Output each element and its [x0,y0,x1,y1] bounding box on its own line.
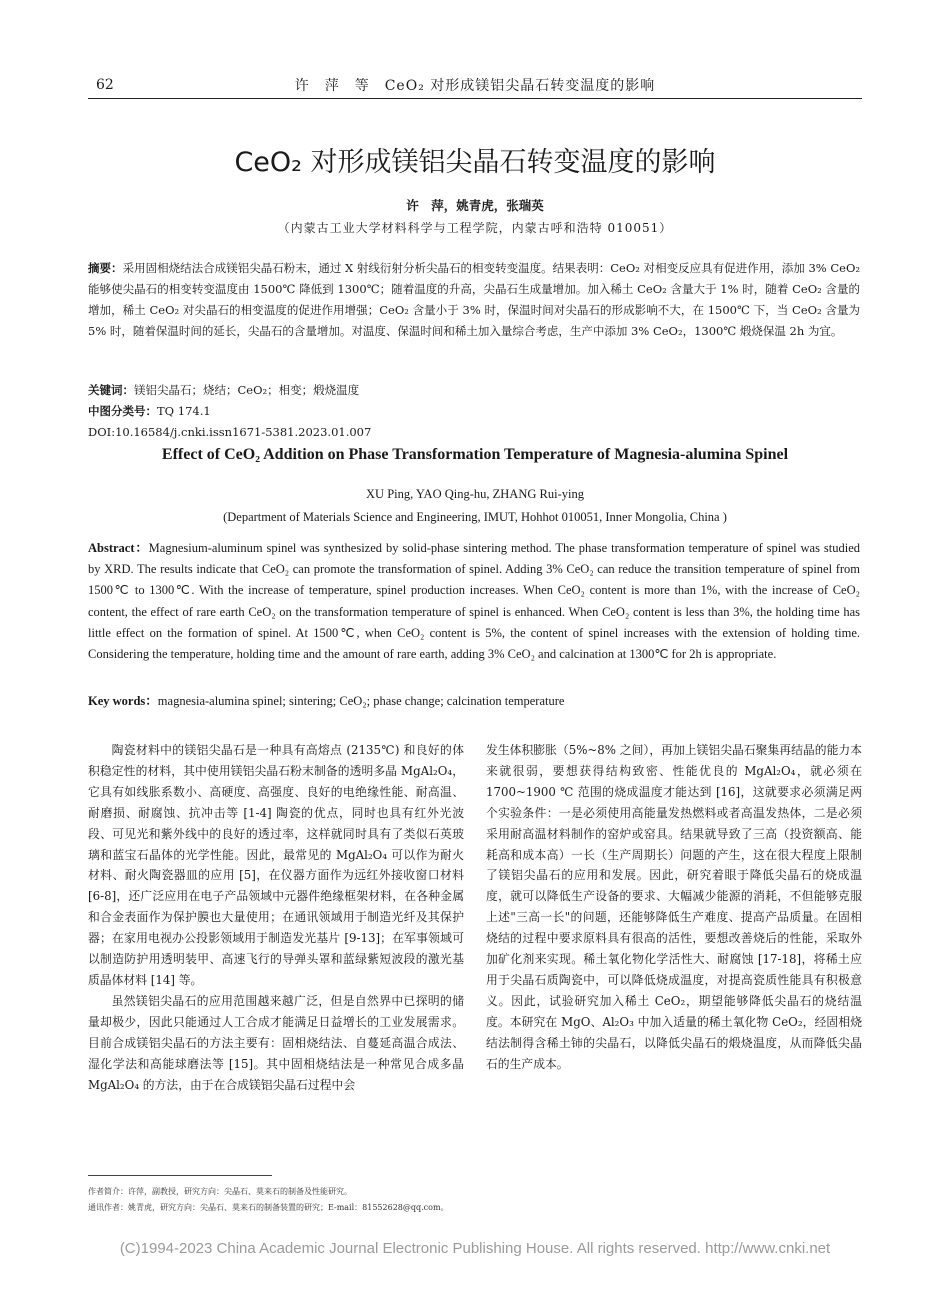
en-abstract-label: Abstract： [88,541,149,555]
en-keywords [88,691,860,712]
cn-title: CeO₂ 对形成镁铝尖晶石转变温度的影响 [234,147,716,178]
cn-keywords-text: 镁铝尖晶石；烧结；CeO₂；相变；煅烧温度 [134,383,360,397]
en-keywords-label: Key words： [88,694,158,708]
doi: DOI:10.16584/j.cnki.issn1671-5381.2023.01.007 [88,425,372,439]
copyright-watermark: (C)1994-2023 China Academic Journal Electronic Publishing House. All rights reserved. http://www.cnki.net [119,1240,831,1257]
cn-clc-text: TQ 174.1 [157,404,211,418]
body-paragraph: 发生体积膨胀（5%~8% 之间），再加上镁铝尖晶石聚集再结晶的能力本来就很弱，要想获得结构致密、性能优良的 MgAl₂O₄，就必须在 1700~1900 ℃ 范围的烧成温度才能达到 [16]，这就要求必须满足两个实验条件：一是必须使用高能量发热燃料或者高温发热体，二是必须采用耐高温材料制作的窑炉或窑具。结果就导致了三高（投资额高、能耗高和成本高）一长（生产周期长）问题的产生，这在很大程度上限制了镁铝尖晶石的应用和发展。因此，研究着眼于降低尖晶石的烧成温度，就可以降低生产设备的要求、大幅减少能源的消耗，不但能够克服上述"三高一长"的问题，还能够降低生产难度、提高产品质量。在固相烧结的过程中要求原料具有很高的活性，要想改善烧后的性能，采取外加矿化剂来实现。稀土氧化物化学活性大、耐腐蚀 [17-18]，将稀土应用于尖晶石质陶瓷中，可以降低烧成温度，对提高瓷质性能具有积极意义。因此，试验研究加入稀土 CeO₂，期望能够降低尖晶石的烧结温度。本研究在 MgO、Al₂O₃ 中加入适量的稀土氧化物 CeO₂，经固相烧结法制得含稀土铈的尖晶石，以降低尖晶石的煅烧温度，从而降低尖晶石的生产成本。 [486,743,862,1071]
footnote-corresponding: 通讯作者：姚青虎，研究方向：尖晶石、莫来石的制备装置的研究；E-mail：81552628@qq.com。 [88,1203,449,1212]
cn-abstract-label: 摘要： [88,261,123,275]
cn-keywords-label: 关键词： [88,383,134,397]
cn-authors: 许 萍，姚青虎，张瑞英 [406,198,544,213]
en-keywords-text: magnesia-alumina spinel; sintering; CeO₂; phase change; calcination temperature [157,694,565,708]
cn-clc [88,401,860,422]
body-paragraph: 虽然镁铝尖晶石的应用范围越来越广泛，但是自然界中已探明的储量却极少，因此只能通过人工合成才能满足日益增长的工业发展需求。目前合成镁铝尖晶石的方法主要有：固相烧结法、自蔓延高温合成法、湿化学法和高能球磨法等 [15]。其中固相烧结法是一种常见合成多晶 MgAl₂O₄ 的方法，由于在合成镁铝尖晶石过程中会 [88,993,464,1092]
body-right-column [486,740,862,1075]
en-abstract-text: Magnesium-aluminum spinel was synthesized by solid-phase sintering method. The phase transformation temperature of spinel was studied by XRD. The results indicate that CeO₂ can promote the transformation of spinel. Adding 3% CeO₂ can reduce the transition temperature of spinel from 1500℃ to 1300℃. With the increase of temperature, spinel production increases. When CeO₂ content is more than 1%, with the increase of CeO₂ content, the effect of rare earth CeO₂ on the transformation temperature of spinel is enhanced. When CeO₂ content is less than 3%, the holding time has little effect on the formation of spinel. At 1500℃, when CeO₂ content is 5%, the content of spinel increases with the extension of holding time. Considering the temperature, holding time and the amount of rare earth, adding 3% CeO₂ and calcination at 1300℃ for 2h is appropriate. [88,541,860,662]
en-abstract [88,538,860,665]
cn-abstract [88,258,860,342]
cn-affiliation: （内蒙古工业大学材料科学与工程学院，内蒙古呼和浩特 010051） [277,221,673,235]
en-title: Effect of CeO₂ Addition on Phase Transformation Temperature of Magnesia-alumina Spinel [161,446,789,463]
cn-clc-label: 中图分类号： [88,404,157,418]
en-affiliation: (Department of Materials Science and Engineering, IMUT, Hohhot 010051, Inner Mongolia, China ) [223,510,727,524]
body-left-column [88,740,464,1095]
cn-abstract-text: 采用固相烧结法合成镁铝尖晶石粉末，通过 X 射线衍射分析尖晶石的相变转变温度。结果表明：CeO₂ 对相变反应具有促进作用，添加 3% CeO₂ 能够使尖晶石的相变转变温度由 1500℃ 降低到 1300℃；随着温度的升高，尖晶石生成量增加。加入稀土 CeO₂ 含量大于 1% 时，随着 CeO₂ 含量的增加，稀土 CeO₂ 对尖晶石的相变温度的促进作用增强；CeO₂ 含量小于 3% 时，保温时间对尖晶石的形成影响不大，在 1500℃ 下，当 CeO₂ 含量为 5% 时，随着保温时间的延长，尖晶石的含量增加。对温度、保温时间和稀土加入量综合考虑，生产中添加 3% CeO₂，1300℃ 煅烧保温 2h 为宜。 [88,261,861,338]
en-authors: XU Ping, YAO Qing-hu, ZHANG Rui-ying [366,487,584,501]
cn-keywords [88,380,860,401]
body-paragraph: 陶瓷材料中的镁铝尖晶石是一种具有高熔点 (2135℃) 和良好的体积稳定性的材料，其中使用镁铝尖晶石粉末制备的透明多晶 MgAl₂O₄，它具有如线胀系数小、高硬度、高强度、良好的电绝缘性能、耐高温、耐磨损、耐腐蚀、抗冲击等 [1-4] 陶瓷的优点，同时也具有红外光波段、可见光和紫外线中的良好的透过率，这样就同时具有了类似石英玻璃和蓝宝石晶体的光学性能。因此，最常见的 MgAl₂O₄ 可以作为耐火材料、耐火陶瓷器皿的应用 [5]，在仪器方面作为远红外接收窗口材料 [6-8]，还广泛应用在电子产品领域中元器件绝缘框架材料，在各种金属和合金表面作为保护膜也大量使用；在通讯领域用于制造光纤及其保护器；在家用电视办公投影领域用于制造发光基片 [9-13]；在军事领域可以制造防护用透明装甲、高速飞行的导弹头罩和蓝绿紫短波段的激光基质晶体材料 [14] 等。 [88,743,464,987]
footnote-rule [88,1175,272,1176]
running-title: 许 萍 等 CeO₂ 对形成镁铝尖晶石转变温度的影响 [294,78,656,94]
footnote-author-intro: 作者简介：许萍，副教授，研究方向：尖晶石、莫来石的制备及性能研究。 [88,1187,352,1196]
page-number: 62 [96,77,114,93]
